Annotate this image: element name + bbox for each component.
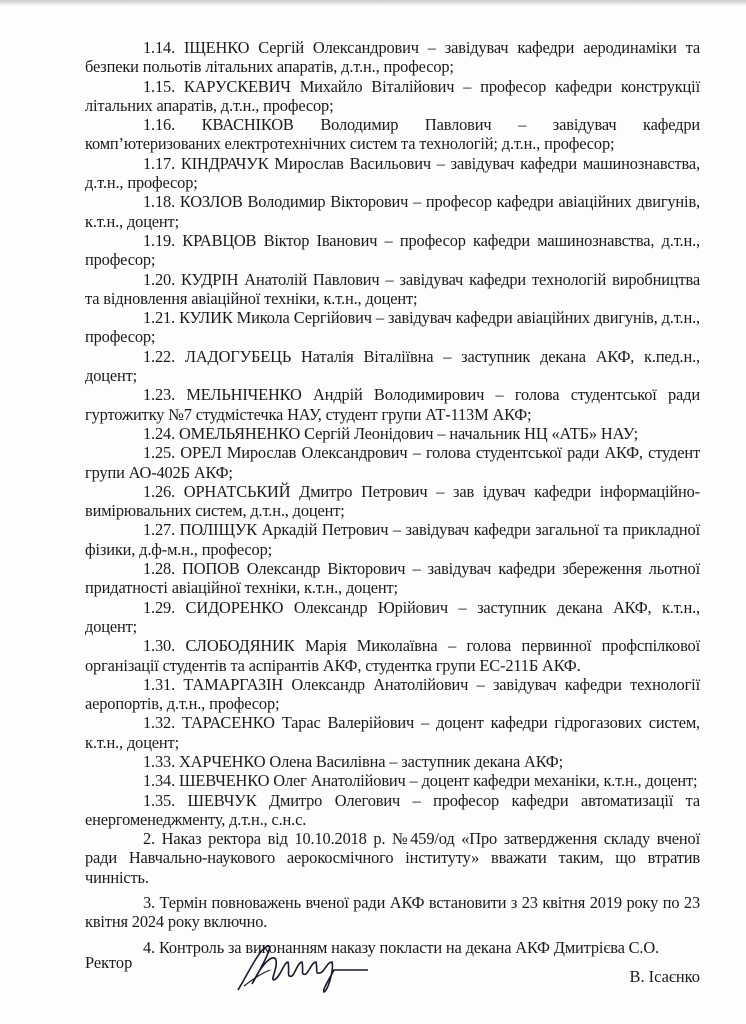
list-item: 1.19. КРАВЦОВ Віктор Іванович – професор кафедри машинознавства, д.т.н., професор; bbox=[85, 230, 700, 270]
handwritten-signature bbox=[230, 940, 370, 995]
list-item: 1.31. ТАМАРГАЗІН Олександр Анатолійович – завідувач кафедри технології аеропортів, д.т.н., професор; bbox=[85, 674, 700, 714]
list-item: 1.16. КВАСНІКОВ Володимир Павлович – завідувач кафедри комп’ютеризованих електротехнічних систем та технологій; д.т.н., професор; bbox=[85, 115, 700, 154]
list-item: 1.32. ТАРАСЕНКО Тарас Валерійович – доцент кафедри гідрогазових систем, к.т.н., доцент; bbox=[85, 713, 700, 752]
list-item: 1.26. ОРНАТСЬКИЙ Дмитро Петрович – зав ідувач кафедри інформаційно-вимірювальних систем, д.т.н., доцент; bbox=[85, 481, 700, 521]
list-item: 1.29. СИДОРЕНКО Олександр Юрійович – заступник декана АКФ, к.т.н., доцент; bbox=[85, 597, 700, 636]
document-body bbox=[85, 38, 700, 957]
list-item: 1.21. КУЛИК Микола Сергійович – завідувач кафедри авіаційних двигунів, д.т.н., професор; bbox=[85, 308, 700, 347]
member-list bbox=[85, 38, 700, 829]
list-item: 1.27. ПОЛІЩУК Аркадій Петрович – завідувач кафедри загальної та прикладної фізики, д.ф-м.н., професор; bbox=[85, 520, 700, 559]
list-item: 1.33. ХАРЧЕНКО Олена Василівна – заступник декана АКФ; bbox=[143, 751, 563, 771]
list-item: 1.14. ІЩЕНКО Сергій Олександрович – завідувач кафедри аеродинаміки та безпеки польотів літальних апаратів, д.т.н., професор; bbox=[85, 38, 700, 77]
list-item: 1.24. ОМЕЛЬЯНЕНКО Сергій Леонідович – начальник НЦ «АТБ» НАУ; bbox=[143, 423, 639, 443]
signatory-name: В. Ісаєнко bbox=[629, 967, 700, 986]
list-item: 1.18. КОЗЛОВ Володимир Вікторович – професор кафедри авіаційних двигунів, к.т.н., доцент; bbox=[85, 192, 700, 231]
list-item: 1.34. ШЕВЧЕНКО Олег Анатолійович – доцент кафедри механіки, к.т.н., доцент; bbox=[143, 771, 698, 791]
list-item: 1.25. ОРЕЛ Мирослав Олександрович – голова студентської ради АКФ, студент групи АО-402Б АКФ; bbox=[85, 443, 700, 482]
list-item: 1.20. КУДРІН Анатолій Павлович – завідувач кафедри технологій виробництва та відновлення авіаційної техніки, к.т.н., доцент; bbox=[85, 269, 700, 308]
clause-4: 4. Контроль за виконанням наказу покласти на декана АКФ Дмитрієва С.О. bbox=[143, 937, 660, 957]
list-item: 1.28. ПОПОВ Олександр Вікторович – завідувач кафедри збереження льотної придатності авіаційної техніки, к.т.н., доцент; bbox=[85, 559, 700, 598]
signature-block bbox=[85, 945, 700, 1005]
clause-2: 2. Наказ ректора від 10.10.2018 р. №459/од «Про затвердження складу вченої ради Навчально-наукового аерокосмічного інституту» вважати таким, що втратив чинність. bbox=[85, 829, 700, 887]
scan-edge bbox=[0, 0, 746, 6]
list-item: 1.22. ЛАДОГУБЕЦЬ Наталія Віталіївна – заступник декана АКФ, к.пед.н., доцент; bbox=[85, 346, 700, 386]
clause-3: 3. Термін повноважень вченої ради АКФ встановити з 23 квітня 2019 року по 23 квітня 2024 року включно. bbox=[85, 893, 700, 932]
signatory-title: Ректор bbox=[85, 953, 133, 972]
list-item: 1.30. СЛОБОДЯНИК Марія Миколаївна – голова первинної профспілкової організації студентів та аспірантів АКФ, студентка групи ЕС-211Б АКФ. bbox=[85, 636, 700, 675]
list-item: 1.35. ШЕВЧУК Дмитро Олегович – професор кафедри автоматизації та енергоменеджменту, д.т.н., с.н.с. bbox=[85, 790, 700, 829]
list-item: 1.23. МЕЛЬНІЧЕНКО Андрій Володимирович – голова студентської ради гуртожитку №7 студмістечка НАУ, студент групи АТ-113М АКФ; bbox=[85, 385, 700, 424]
list-item: 1.17. КІНДРАЧУК Мирослав Васильович – завідувач кафедри машинознавства, д.т.н., професор; bbox=[85, 153, 700, 193]
list-item: 1.15. КАРУСКЕВИЧ Михайло Віталійович – професор кафедри конструкції літальних апаратів, д.т.н., професор; bbox=[85, 76, 700, 115]
